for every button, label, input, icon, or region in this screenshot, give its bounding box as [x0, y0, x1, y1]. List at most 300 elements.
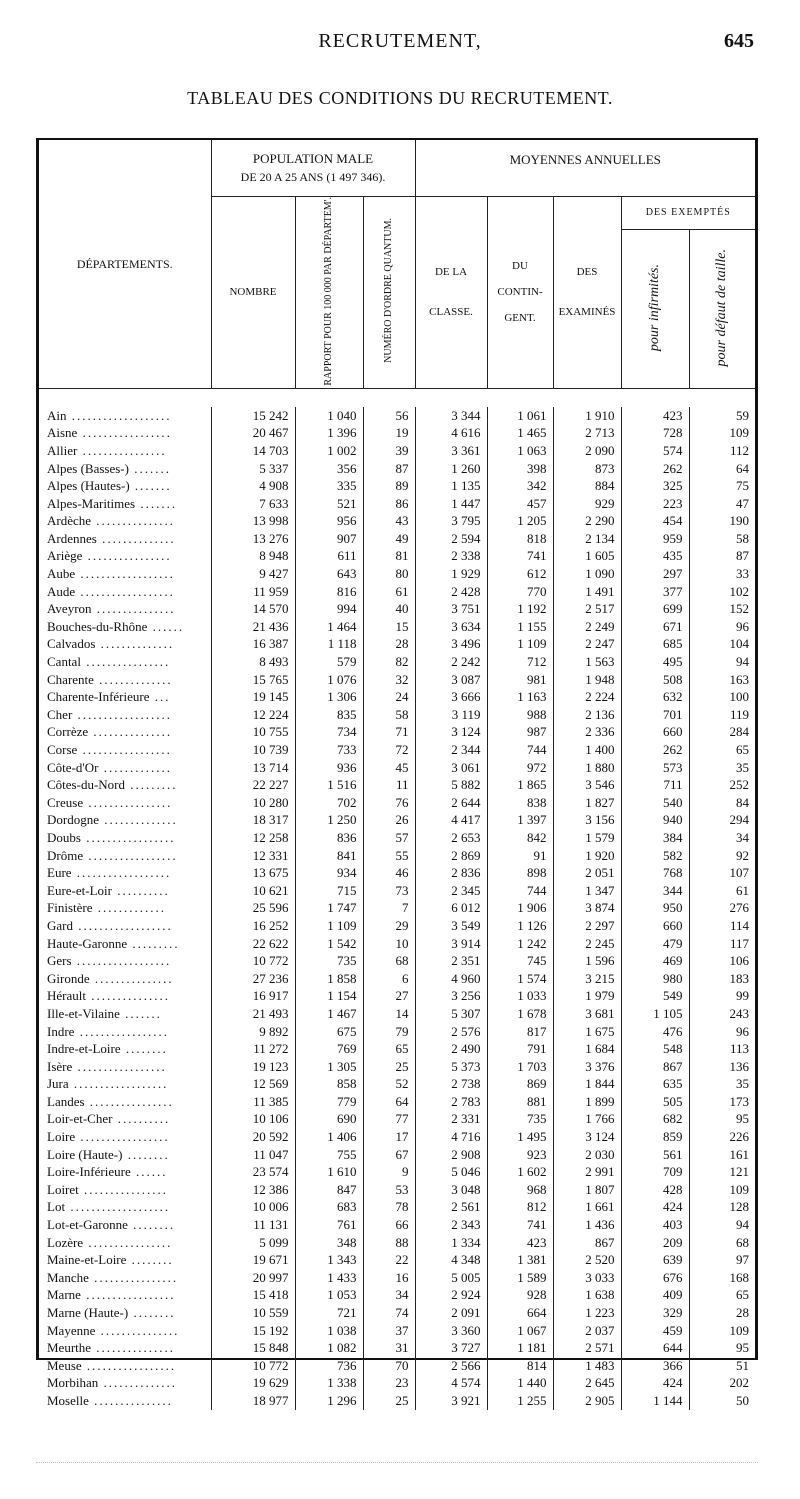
cell-examines: 1 605	[553, 547, 621, 565]
cell-taille: 112	[689, 442, 755, 460]
cell-departement: Manche ................	[47, 1269, 179, 1285]
cell-taille: 84	[689, 794, 755, 812]
cell-nombre: 10 621	[211, 882, 295, 900]
cell-infirmites: 409	[621, 1286, 689, 1304]
cell-contingent: 744	[487, 882, 553, 900]
cell-examines: 1 766	[553, 1110, 621, 1128]
cell-rapport: 755	[295, 1146, 363, 1164]
col-infirmites	[621, 230, 689, 389]
table-row	[39, 829, 755, 847]
cell-numero: 56	[363, 407, 415, 425]
cell-rapport: 1 082	[295, 1339, 363, 1357]
cell-taille: 128	[689, 1198, 755, 1216]
cell-contingent: 770	[487, 583, 553, 601]
cell-classe: 3 360	[415, 1322, 487, 1340]
cell-rapport: 348	[295, 1234, 363, 1252]
cell-infirmites: 635	[621, 1075, 689, 1093]
cell-taille: 113	[689, 1040, 755, 1058]
cell-classe: 2 344	[415, 741, 487, 759]
cell-taille: 68	[689, 1234, 755, 1252]
cell-examines: 1 563	[553, 653, 621, 671]
table-row	[39, 1339, 755, 1357]
cell-nombre: 15 242	[211, 407, 295, 425]
cell-infirmites: 479	[621, 935, 689, 953]
cell-departement: Dordogne ..............	[47, 812, 178, 828]
cell-contingent: 91	[487, 847, 553, 865]
cell-rapport: 1 343	[295, 1251, 363, 1269]
cell-rapport: 1 109	[295, 917, 363, 935]
cell-classe: 2 242	[415, 653, 487, 671]
cell-contingent: 869	[487, 1075, 553, 1093]
cell-classe: 3 727	[415, 1339, 487, 1357]
col-group-moyennes: MOYENNES ANNUELLES	[415, 140, 755, 196]
cell-classe: 3 496	[415, 635, 487, 653]
table-row	[39, 917, 755, 935]
cell-classe: 3 666	[415, 688, 487, 706]
cell-taille: 152	[689, 600, 755, 618]
cell-examines: 2 224	[553, 688, 621, 706]
cell-infirmites: 940	[621, 811, 689, 829]
table-row	[39, 653, 755, 671]
cell-departement: Mayenne ...............	[47, 1322, 180, 1338]
cell-nombre: 13 714	[211, 759, 295, 777]
table-row	[39, 952, 755, 970]
cell-departement: Ain ...................	[47, 407, 172, 423]
cell-infirmites: 435	[621, 547, 689, 565]
cell-infirmites: 573	[621, 759, 689, 777]
cell-examines: 1 948	[553, 671, 621, 689]
table-row	[39, 477, 755, 495]
cell-contingent: 1 126	[487, 917, 553, 935]
cell-classe: 2 428	[415, 583, 487, 601]
cell-classe: 4 574	[415, 1374, 487, 1392]
cell-departement: Charente-Inférieure ...	[47, 689, 171, 705]
cell-rapport: 736	[295, 1357, 363, 1375]
recruitment-table	[36, 138, 758, 1408]
cell-departement: Haute-Garonne .........	[47, 935, 180, 951]
table-row	[39, 1058, 755, 1076]
cell-infirmites: 366	[621, 1357, 689, 1375]
cell-infirmites: 476	[621, 1023, 689, 1041]
cell-taille: 104	[689, 635, 755, 653]
cell-classe: 3 048	[415, 1181, 487, 1199]
cell-infirmites: 508	[621, 671, 689, 689]
cell-departement: Eure-et-Loir ..........	[47, 882, 170, 898]
table-row	[39, 1234, 755, 1252]
cell-taille: 168	[689, 1269, 755, 1287]
contingent-line2: CONTIN-	[497, 286, 543, 299]
col-group-population	[211, 140, 415, 196]
cell-examines: 1 347	[553, 882, 621, 900]
cell-taille: 50	[689, 1392, 755, 1410]
cell-contingent: 457	[487, 495, 553, 513]
cell-contingent: 814	[487, 1357, 553, 1375]
table-row	[39, 1357, 755, 1375]
cell-numero: 29	[363, 917, 415, 935]
cell-departement: Gironde ...............	[47, 970, 174, 986]
table-row	[39, 583, 755, 601]
cell-rapport: 1 610	[295, 1163, 363, 1181]
cell-numero: 80	[363, 565, 415, 583]
cell-departement: Loiret ................	[47, 1181, 169, 1197]
cell-taille: 190	[689, 512, 755, 530]
cell-infirmites: 959	[621, 530, 689, 548]
cell-infirmites: 297	[621, 565, 689, 583]
cell-classe: 2 345	[415, 882, 487, 900]
cell-nombre: 15 192	[211, 1322, 295, 1340]
contingent-line3: GENT.	[504, 312, 536, 325]
cell-classe: 3 087	[415, 671, 487, 689]
cell-numero: 86	[363, 495, 415, 513]
cell-classe: 3 361	[415, 442, 487, 460]
cell-examines: 1 675	[553, 1023, 621, 1041]
cell-departement: Loir-et-Cher ..........	[47, 1111, 171, 1127]
cell-contingent: 881	[487, 1093, 553, 1111]
cell-contingent: 1 703	[487, 1058, 553, 1076]
cell-contingent: 838	[487, 794, 553, 812]
cell-contingent: 923	[487, 1146, 553, 1164]
cell-infirmites: 561	[621, 1146, 689, 1164]
cell-taille: 87	[689, 547, 755, 565]
cell-classe: 3 061	[415, 759, 487, 777]
cell-infirmites: 980	[621, 970, 689, 988]
cell-examines: 1 807	[553, 1181, 621, 1199]
cell-classe: 1 929	[415, 565, 487, 583]
cell-numero: 70	[363, 1357, 415, 1375]
cell-departement: Hérault ...............	[47, 988, 170, 1004]
table-row	[39, 1251, 755, 1269]
cell-departement: Cantal ................	[47, 654, 171, 670]
table-row	[39, 424, 755, 442]
population-title: POPULATION MALE	[252, 150, 374, 166]
cell-departement: Calvados ..............	[47, 636, 175, 652]
taille-label: pour défaut de taille.	[714, 249, 730, 367]
cell-infirmites: 709	[621, 1163, 689, 1181]
table-row	[39, 811, 755, 829]
cell-departement: Aube ..................	[47, 566, 175, 582]
cell-classe: 2 331	[415, 1110, 487, 1128]
cell-taille: 119	[689, 706, 755, 724]
cell-nombre: 5 337	[211, 460, 295, 478]
cell-numero: 53	[363, 1181, 415, 1199]
cell-numero: 25	[363, 1392, 415, 1410]
cell-numero: 66	[363, 1216, 415, 1234]
cell-classe: 6 012	[415, 899, 487, 917]
cell-taille: 94	[689, 1216, 755, 1234]
cell-rapport: 1 076	[295, 671, 363, 689]
cell-examines: 2 645	[553, 1374, 621, 1392]
cell-departement: Gers ..................	[47, 953, 172, 969]
cell-contingent: 818	[487, 530, 553, 548]
cell-numero: 58	[363, 706, 415, 724]
cell-numero: 61	[363, 583, 415, 601]
cell-infirmites: 423	[621, 407, 689, 425]
cell-departement: Drôme .................	[47, 847, 178, 863]
cell-classe: 3 795	[415, 512, 487, 530]
cell-rapport: 1 038	[295, 1322, 363, 1340]
cell-taille: 109	[689, 1181, 755, 1199]
cell-classe: 1 135	[415, 477, 487, 495]
cell-contingent: 423	[487, 1234, 553, 1252]
cell-taille: 95	[689, 1110, 755, 1128]
cell-examines: 3 033	[553, 1269, 621, 1287]
table-body	[39, 389, 755, 1410]
classe-line2: CLASSE.	[429, 306, 473, 319]
cell-rapport: 643	[295, 565, 363, 583]
cell-departement: Loire .................	[47, 1129, 170, 1145]
cell-nombre: 22 227	[211, 776, 295, 794]
cell-nombre: 10 772	[211, 952, 295, 970]
cell-taille: 95	[689, 1339, 755, 1357]
cell-contingent: 1 109	[487, 635, 553, 653]
cell-classe: 3 124	[415, 723, 487, 741]
cell-taille: 96	[689, 1023, 755, 1041]
cell-infirmites: 768	[621, 864, 689, 882]
table-row	[39, 759, 755, 777]
cell-numero: 14	[363, 1005, 415, 1023]
cell-examines: 2 520	[553, 1251, 621, 1269]
cell-taille: 75	[689, 477, 755, 495]
cell-contingent: 898	[487, 864, 553, 882]
cell-classe: 2 924	[415, 1286, 487, 1304]
running-head: RECRUTEMENT,	[318, 30, 482, 52]
cell-rapport: 779	[295, 1093, 363, 1111]
table-row	[39, 1110, 755, 1128]
cell-nombre: 10 280	[211, 794, 295, 812]
cell-examines: 3 681	[553, 1005, 621, 1023]
cell-nombre: 11 385	[211, 1093, 295, 1111]
cell-numero: 79	[363, 1023, 415, 1041]
cell-contingent: 1 192	[487, 600, 553, 618]
cell-taille: 97	[689, 1251, 755, 1269]
cell-infirmites: 548	[621, 1040, 689, 1058]
page-number: 645	[724, 30, 754, 52]
cell-numero: 7	[363, 899, 415, 917]
cell-departement: Marne (Haute-) ........	[47, 1305, 176, 1320]
col-group-exemptes: DES EXEMPTÉS	[621, 196, 755, 230]
cell-classe: 5 046	[415, 1163, 487, 1181]
cell-nombre: 12 224	[211, 706, 295, 724]
cell-numero: 23	[363, 1374, 415, 1392]
cell-contingent: 1 678	[487, 1005, 553, 1023]
cell-nombre: 11 272	[211, 1040, 295, 1058]
cell-nombre: 20 467	[211, 424, 295, 442]
cell-examines: 3 215	[553, 970, 621, 988]
cell-taille: 276	[689, 899, 755, 917]
cell-taille: 117	[689, 935, 755, 953]
cell-infirmites: 701	[621, 706, 689, 724]
cell-departement: Charente ..............	[47, 671, 173, 687]
cell-nombre: 7 633	[211, 495, 295, 513]
cell-contingent: 741	[487, 1216, 553, 1234]
cell-infirmites: 660	[621, 723, 689, 741]
cell-rapport: 733	[295, 741, 363, 759]
cell-rapport: 611	[295, 547, 363, 565]
cell-numero: 57	[363, 829, 415, 847]
cell-rapport: 1 542	[295, 935, 363, 953]
cell-examines: 3 874	[553, 899, 621, 917]
cell-nombre: 10 739	[211, 741, 295, 759]
cell-departement: Maine-et-Loire ........	[47, 1252, 174, 1268]
cell-rapport: 858	[295, 1075, 363, 1093]
cell-numero: 49	[363, 530, 415, 548]
cell-classe: 2 343	[415, 1216, 487, 1234]
cell-rapport: 683	[295, 1198, 363, 1216]
cell-classe: 2 566	[415, 1357, 487, 1375]
cell-nombre: 20 592	[211, 1128, 295, 1146]
cell-departement: Alpes (Hautes-) .......	[47, 478, 172, 494]
cell-rapport: 907	[295, 530, 363, 548]
col-examines	[553, 196, 621, 389]
cell-classe: 4 716	[415, 1128, 487, 1146]
cell-examines: 2 037	[553, 1322, 621, 1340]
cell-departement: Creuse ................	[47, 794, 173, 810]
cell-rapport: 335	[295, 477, 363, 495]
cell-infirmites: 377	[621, 583, 689, 601]
cell-examines: 1 579	[553, 829, 621, 847]
cell-numero: 82	[363, 653, 415, 671]
cell-examines: 1 910	[553, 407, 621, 425]
cell-numero: 67	[363, 1146, 415, 1164]
cell-infirmites: 209	[621, 1234, 689, 1252]
cell-numero: 77	[363, 1110, 415, 1128]
cell-departement: Landes ................	[47, 1093, 174, 1109]
cell-contingent: 988	[487, 706, 553, 724]
cell-rapport: 1 053	[295, 1286, 363, 1304]
cell-nombre: 10 006	[211, 1198, 295, 1216]
cell-infirmites: 549	[621, 987, 689, 1005]
cell-rapport: 1 306	[295, 688, 363, 706]
cell-examines: 1 436	[553, 1216, 621, 1234]
cell-infirmites: 671	[621, 618, 689, 636]
cell-classe: 5 373	[415, 1058, 487, 1076]
cell-nombre: 19 671	[211, 1251, 295, 1269]
examines-line2: EXAMINÉS	[558, 306, 616, 319]
cell-taille: 61	[689, 882, 755, 900]
cell-rapport: 761	[295, 1216, 363, 1234]
cell-classe: 3 549	[415, 917, 487, 935]
cell-examines: 1 090	[553, 565, 621, 583]
cell-nombre: 15 765	[211, 671, 295, 689]
cell-taille: 92	[689, 847, 755, 865]
cell-taille: 173	[689, 1093, 755, 1111]
cell-rapport: 1 464	[295, 618, 363, 636]
cell-classe: 3 256	[415, 987, 487, 1005]
cell-taille: 100	[689, 688, 755, 706]
cell-departement: Alpes-Maritimes .......	[47, 495, 178, 511]
table-row	[39, 1005, 755, 1023]
col-numero	[363, 196, 415, 389]
cell-infirmites: 660	[621, 917, 689, 935]
cell-nombre: 11 131	[211, 1216, 295, 1234]
cell-classe: 3 751	[415, 600, 487, 618]
cell-taille: 28	[689, 1304, 755, 1322]
table-row	[39, 776, 755, 794]
cell-numero: 76	[363, 794, 415, 812]
cell-rapport: 816	[295, 583, 363, 601]
col-classe	[415, 196, 487, 389]
cell-numero: 39	[363, 442, 415, 460]
col-nombre: NOMBRE	[211, 196, 295, 389]
cell-contingent: 1 574	[487, 970, 553, 988]
table-row	[39, 635, 755, 653]
cell-taille: 65	[689, 1286, 755, 1304]
cell-numero: 40	[363, 600, 415, 618]
cell-nombre: 11 047	[211, 1146, 295, 1164]
cell-taille: 47	[689, 495, 755, 513]
cell-departement: Eure ..................	[47, 865, 172, 881]
cell-taille: 51	[689, 1357, 755, 1375]
cell-taille: 107	[689, 864, 755, 882]
table-row	[39, 460, 755, 478]
cell-examines: 2 905	[553, 1392, 621, 1410]
cell-rapport: 994	[295, 600, 363, 618]
cell-examines: 1 920	[553, 847, 621, 865]
cell-classe: 3 634	[415, 618, 487, 636]
cell-rapport: 835	[295, 706, 363, 724]
cell-examines: 2 051	[553, 864, 621, 882]
cell-contingent: 968	[487, 1181, 553, 1199]
cell-nombre: 18 977	[211, 1392, 295, 1410]
cell-classe: 2 836	[415, 864, 487, 882]
cell-classe: 2 908	[415, 1146, 487, 1164]
cell-taille: 96	[689, 618, 755, 636]
rapport-label: RAPPORT POUR 100 000 PAR DÉPARTEM'.	[323, 196, 334, 386]
table-row	[39, 547, 755, 565]
footer-rule	[36, 1462, 758, 1463]
cell-numero: 64	[363, 1093, 415, 1111]
cell-contingent: 1 865	[487, 776, 553, 794]
cell-taille: 58	[689, 530, 755, 548]
cell-departement: Doubs .................	[47, 829, 176, 845]
cell-infirmites: 685	[621, 635, 689, 653]
cell-rapport: 1 118	[295, 635, 363, 653]
cell-examines: 3 546	[553, 776, 621, 794]
cell-classe: 1 260	[415, 460, 487, 478]
cell-departement: Meurthe ...............	[47, 1340, 176, 1356]
cell-rapport: 675	[295, 1023, 363, 1041]
cell-numero: 37	[363, 1322, 415, 1340]
cell-contingent: 1 465	[487, 424, 553, 442]
cell-nombre: 13 276	[211, 530, 295, 548]
cell-rapport: 1 040	[295, 407, 363, 425]
table-row	[39, 1304, 755, 1322]
cell-numero: 6	[363, 970, 415, 988]
cell-infirmites: 223	[621, 495, 689, 513]
cell-nombre: 14 703	[211, 442, 295, 460]
cell-rapport: 847	[295, 1181, 363, 1199]
cell-nombre: 8 948	[211, 547, 295, 565]
cell-taille: 284	[689, 723, 755, 741]
cell-examines: 1 223	[553, 1304, 621, 1322]
table-row	[39, 530, 755, 548]
cell-taille: 35	[689, 759, 755, 777]
cell-contingent: 1 440	[487, 1374, 553, 1392]
cell-contingent: 1 397	[487, 811, 553, 829]
cell-rapport: 1 467	[295, 1005, 363, 1023]
cell-contingent: 987	[487, 723, 553, 741]
numero-label: NUMÉRO D'ORDRE QUANTUM.	[383, 218, 394, 364]
cell-examines: 1 899	[553, 1093, 621, 1111]
cell-infirmites: 711	[621, 776, 689, 794]
cell-infirmites: 344	[621, 882, 689, 900]
cell-taille: 243	[689, 1005, 755, 1023]
cell-numero: 43	[363, 512, 415, 530]
cell-rapport: 734	[295, 723, 363, 741]
cell-numero: 10	[363, 935, 415, 953]
cell-contingent: 1 155	[487, 618, 553, 636]
cell-nombre: 19 145	[211, 688, 295, 706]
